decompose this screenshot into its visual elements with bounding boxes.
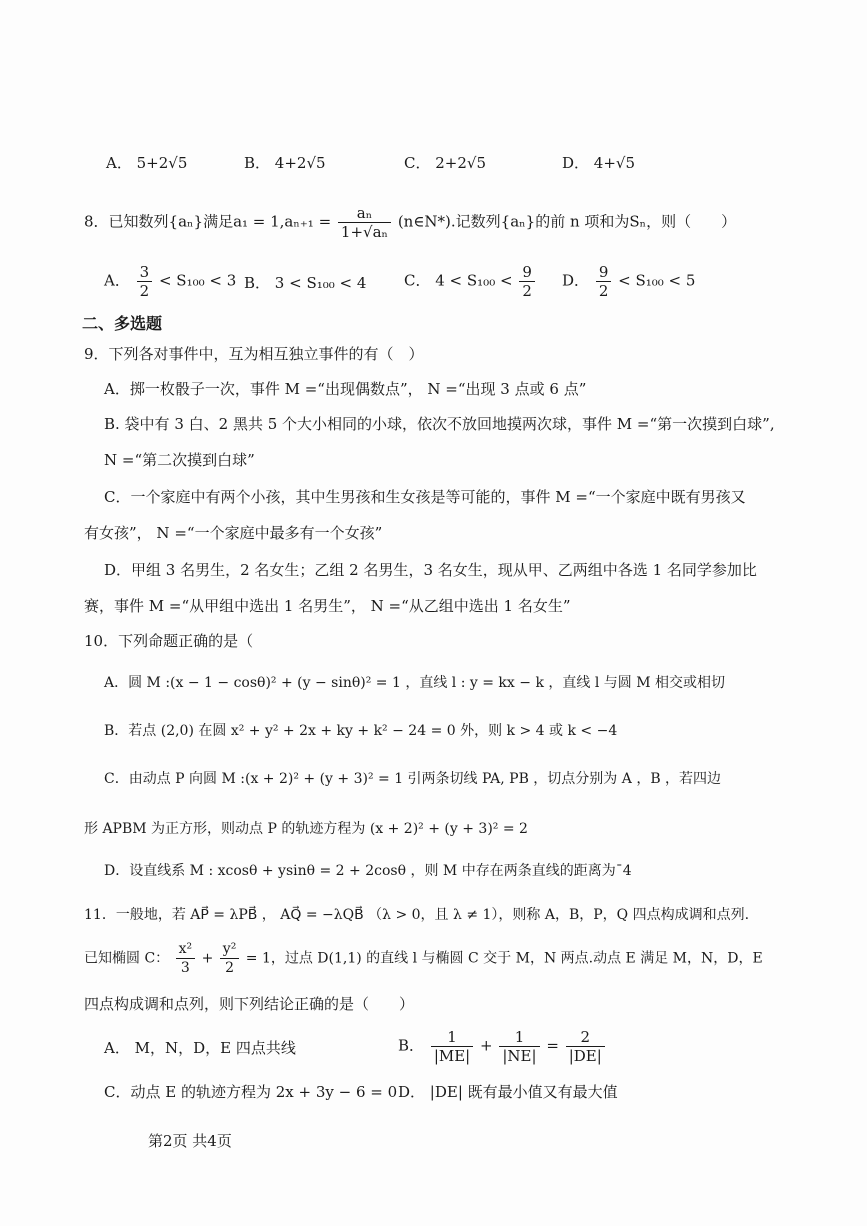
q11-stem-line3: 四点构成调和点列，则下列结论正确的是（ ） xyxy=(84,995,415,1013)
q11-b-frac2 xyxy=(499,1028,539,1065)
q11-option-b xyxy=(398,1028,607,1065)
q11-y-num: y² xyxy=(220,940,240,959)
q8-a-num: 3 xyxy=(137,263,153,282)
q8-a-fraction xyxy=(137,263,153,300)
q9-option-c-line2: 有女孩”， N =“一个家庭中最多有一个女孩” xyxy=(84,524,383,542)
q8-option-a xyxy=(104,263,236,300)
q8-d-fraction xyxy=(596,263,612,300)
q10-option-d: D．设直线系 M : xcosθ + ysinθ = 2 + 2cosθ ，则 M 中存在两条直线的距离为ˉ4 xyxy=(104,863,632,879)
q11-plus: + xyxy=(201,950,214,967)
q9-option-b-line2: N =“第二次摸到白球” xyxy=(104,451,255,469)
q8-c-fraction xyxy=(519,263,535,300)
q8-option-c xyxy=(404,263,537,300)
q11-stem-line1: 11．一般地，若 AP⃗ = λPB⃗ ， AQ⃗ = −λQB⃗ （λ > 0，且 λ ≠ 1），则称 A，B，P，Q 四点构成调和点列. xyxy=(84,907,750,923)
q7-option-d: D． 4+√5 xyxy=(562,154,636,172)
q11-b-d3: |DE| xyxy=(568,1047,602,1065)
q9-option-d-line2: 赛，事件 M =“从甲组中选出 1 名男生”， N =“从乙组中选出 1 名女生” xyxy=(84,597,571,615)
q11-x-den: 3 xyxy=(180,960,190,976)
q9-option-c-line1: C．一个家庭中有两个小孩，其中生男孩和生女孩是等可能的，事件 M =“一个家庭中既有男孩又 xyxy=(104,488,746,506)
q10-option-c-line1: C．由动点 P 向圆 M :(x + 2)² + (y + 3)² = 1 引两条切线 PA, PB ，切点分别为 A ，B ，若四边 xyxy=(104,771,722,787)
q11-option-c: C．动点 E 的轨迹方程为 2x + 3y − 6 = 0 xyxy=(104,1083,398,1101)
q11-x-fraction xyxy=(176,940,196,977)
q11-option-a: A． M，N，D，E 四点共线 xyxy=(104,1039,296,1057)
q8-a-label: A． xyxy=(104,271,130,290)
q8-c-den: 2 xyxy=(522,282,532,300)
q11-b-plus: + xyxy=(480,1036,493,1055)
q8-frac-num: aₙ xyxy=(338,204,391,223)
q11-b-eq: = xyxy=(546,1036,559,1055)
section-title-multi-choice: 二、多选题 xyxy=(82,314,163,333)
q11-stem2-a: 已知椭圆 C： xyxy=(84,950,170,967)
q11-x-num: x² xyxy=(176,940,196,959)
q8-d-label: D． xyxy=(562,271,590,290)
q9-option-b-line1: B. 袋中有 3 白、2 黑共 5 个大小相同的小球，依次不放回地摸两次球，事件 M =“第一次摸到白球”, xyxy=(104,415,775,433)
q11-b-n1: 1 xyxy=(431,1028,473,1047)
q8-c-label: C． 4 < S₁₀₀ < xyxy=(404,271,513,290)
q8-c-num: 9 xyxy=(519,263,535,282)
q8-stem-a: 8．已知数列{aₙ}满足a₁ = 1,aₙ₊₁ = xyxy=(84,212,332,231)
q10-stem: 10．下列命题正确的是（ xyxy=(84,632,254,650)
q8-d-num: 9 xyxy=(596,263,612,282)
q11-b-d2: |NE| xyxy=(502,1047,537,1065)
q11-y-den: 2 xyxy=(225,960,234,976)
q10-option-c-line2: 形 APBM 为正方形，则动点 P 的轨迹方程为 (x + 2)² + (y + 3)² = 2 xyxy=(84,821,528,837)
q11-stem-line2 xyxy=(84,940,763,977)
q9-option-d-line1: D．甲组 3 名男生，2 名女生；乙组 2 名男生，3 名女生，现从甲、乙两组中各选 1 名同学参加比 xyxy=(104,561,757,579)
q8-stem-fraction xyxy=(338,204,391,241)
q11-stem2-b: = 1，过点 D(1,1) 的直线 l 与椭圆 C 交于 M，N 两点.动点 E 满足 M，N，D，E xyxy=(245,950,763,967)
q8-a-den: 2 xyxy=(139,282,150,300)
q7-option-a: A． 5+2√5 xyxy=(106,154,188,172)
q8-d-den: 2 xyxy=(598,282,609,300)
q9-stem: 9．下列各对事件中，互为相互独立事件的有（ ） xyxy=(84,345,424,363)
q11-b-n3: 2 xyxy=(566,1028,605,1047)
q8-option-d xyxy=(562,263,695,300)
q11-b-frac1 xyxy=(431,1028,473,1065)
q8-frac-den: 1+√aₙ xyxy=(340,223,389,241)
q11-option-d: D． |DE| 既有最小值又有最大值 xyxy=(398,1083,618,1101)
q10-option-a: A．圆 M :(x − 1 − cosθ)² + (y − sinθ)² = 1 ，直线 l : y = kx − k ，直线 l 与圆 M 相交或相切 xyxy=(104,675,725,691)
q8-a-rest: < S₁₀₀ < 3 xyxy=(158,271,237,290)
page-footer: 第2页 共4页 xyxy=(148,1132,232,1150)
q11-y-fraction xyxy=(220,940,240,977)
q8-stem xyxy=(84,204,736,241)
q11-b-frac3 xyxy=(566,1028,605,1065)
q8-option-b: B． 3 < S₁₀₀ < 4 xyxy=(244,274,367,292)
q8-stem-b: (n∈N*).记数列{aₙ}的前 n 项和为Sₙ，则（ ） xyxy=(397,212,737,231)
q10-option-b: B．若点 (2,0) 在圆 x² + y² + 2x + ky + k² − 24 = 0 外，则 k > 4 或 k < −4 xyxy=(104,723,618,739)
q9-option-a: A．掷一枚骰子一次，事件 M =“出现偶数点”， N =“出现 3 点或 6 点” xyxy=(104,380,587,398)
q8-d-rest: < S₁₀₀ < 5 xyxy=(618,271,696,290)
q11-b-n2: 1 xyxy=(499,1028,539,1047)
q11-b-label: B． xyxy=(398,1036,425,1055)
q7-option-c: C． 2+2√5 xyxy=(404,154,487,172)
q7-option-b: B． 4+2√5 xyxy=(244,154,326,172)
q11-b-d1: |ME| xyxy=(433,1047,471,1065)
